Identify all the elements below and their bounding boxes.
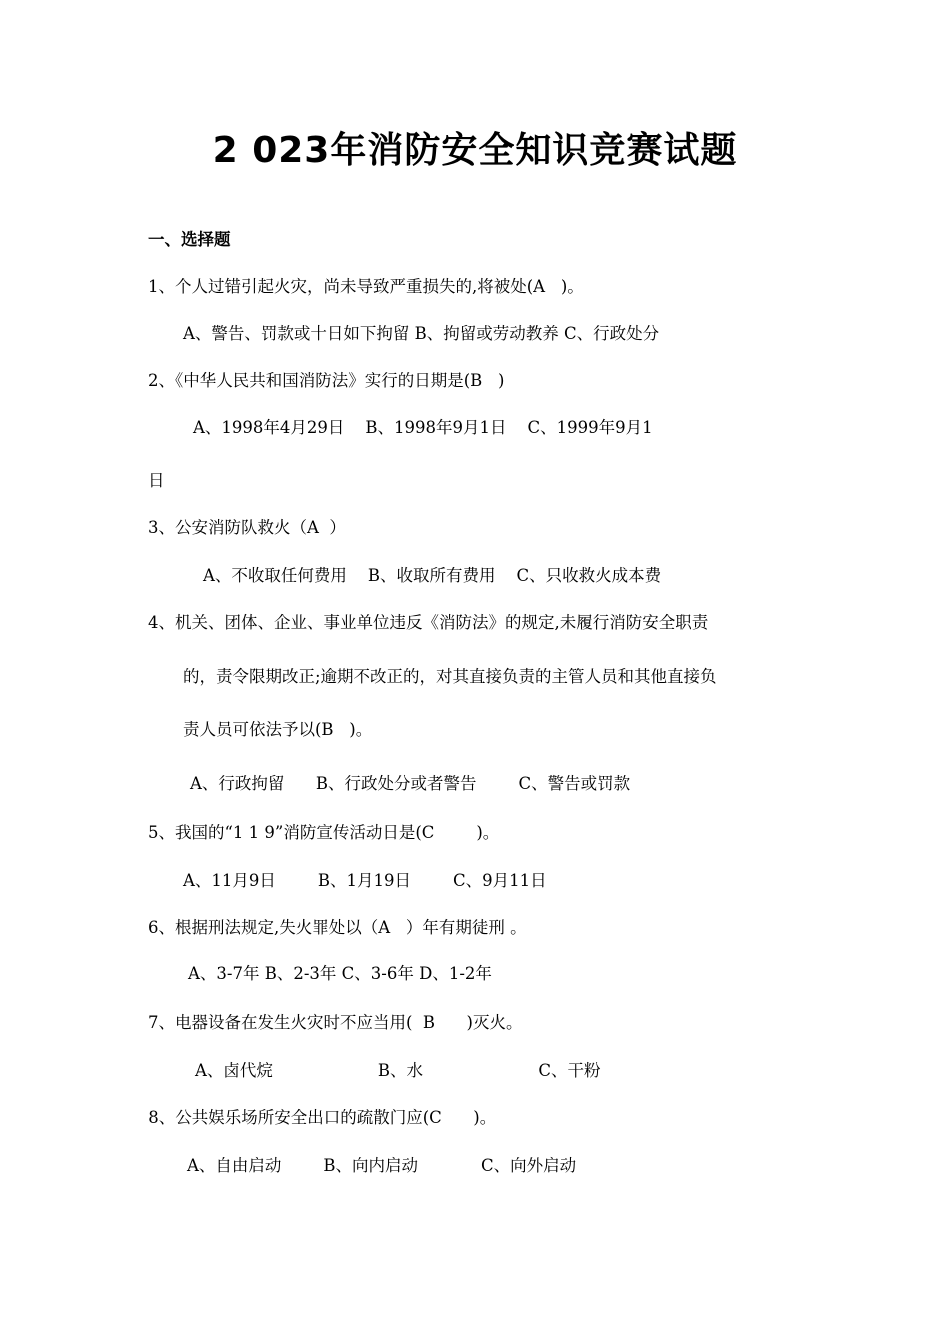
question-7-options: A、卤代烷 B、水 C、干粉 — [195, 1061, 601, 1080]
question-2-options: A、1998年4月29日 B、1998年9月1日 C、1999年9月1 — [193, 418, 653, 437]
question-1: 1、个人过错引起火灾，尚未导致严重损失的,将被处(A )。 — [148, 277, 584, 296]
question-8-options: A、自由启动 B、向内启动 C、向外启动 — [187, 1156, 577, 1175]
question-6-options: A、3-7年 B、2-3年 C、3-6年 D、1-2年 — [188, 964, 492, 983]
question-3: 3、公安消防队救火（A ） — [148, 518, 346, 537]
question-2: 2、《中华人民共和国消防法》实行的日期是(B ) — [148, 371, 505, 390]
question-4-options: A、行政拘留 B、行政处分或者警告 C、警告或罚款 — [190, 774, 631, 793]
question-4: 4、机关、团体、企业、事业单位违反《消防法》的规定,未履行消防安全职责 — [148, 613, 709, 632]
question-2-options-wrap: 日 — [148, 471, 165, 490]
question-3-options: A、不收取任何费用 B、收取所有费用 C、只收救火成本费 — [203, 566, 662, 585]
question-4-continued-1: 的，责令限期改正;逾期不改正的，对其直接负责的主管人员和其他直接负 — [183, 667, 717, 686]
question-5-options: A、11月9日 B、1月19日 C、9月11日 — [183, 871, 547, 890]
question-5: 5、我国的“1 1 9”消防宣传活动日是(C )。 — [148, 823, 500, 842]
question-1-options: A、警告、罚款或十日如下拘留 B、拘留或劳动教养 C、行政处分 — [183, 324, 660, 343]
question-7: 7、电器设备在发生火灾时不应当用( B )灭火。 — [148, 1013, 523, 1032]
question-4-continued-2: 责人员可依法予以(B )。 — [183, 720, 373, 739]
section-heading: 一、选择题 — [148, 230, 231, 249]
document-title: 2 023年消防安全知识竞赛试题 — [212, 130, 738, 171]
question-8: 8、公共娱乐场所安全出口的疏散门应(C )。 — [143, 1108, 497, 1127]
question-6: 6、根据刑法规定,失火罪处以（A ）年有期徒刑 。 — [148, 918, 527, 937]
